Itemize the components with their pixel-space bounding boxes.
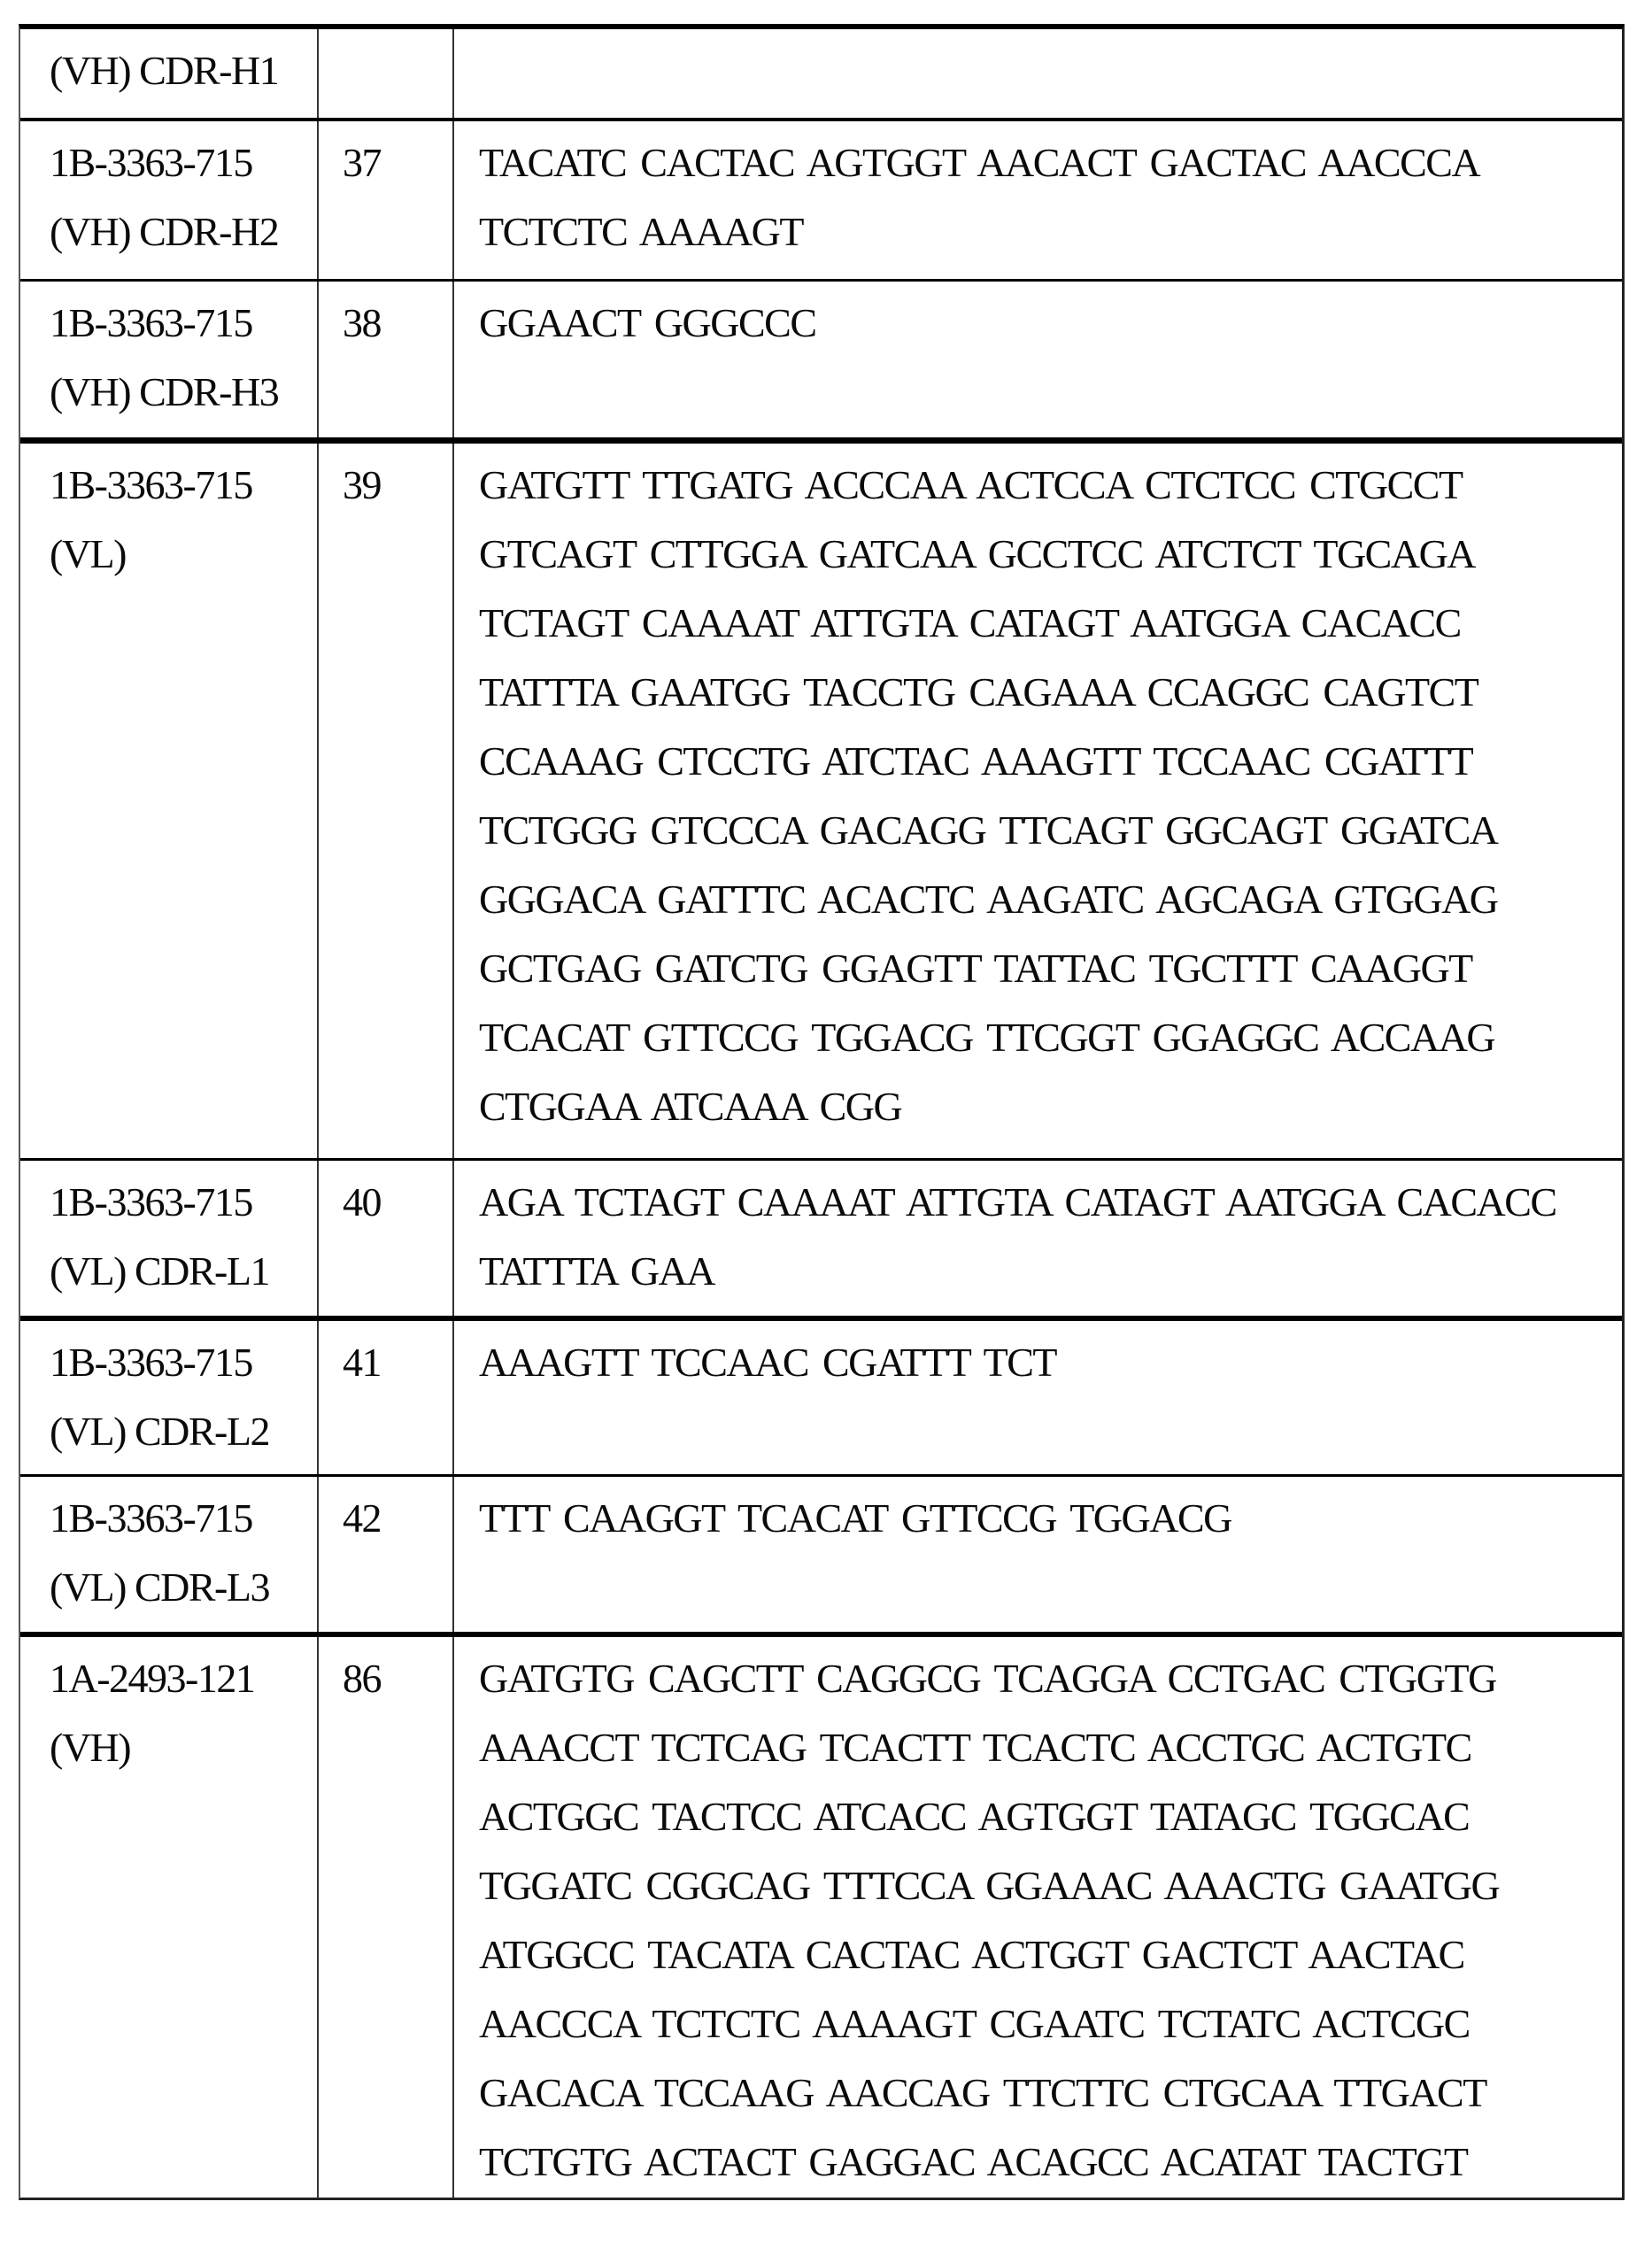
sequence-line: TATTTA GAA	[479, 1248, 714, 1294]
sequence-cell	[454, 1477, 1622, 1632]
sequence-line: GACACA TCCAAG AACCAG TTCTTC CTGCAA TTGACT	[479, 2070, 1486, 2115]
seq-id-cell	[319, 282, 454, 437]
region-line: (VL) CDR-L1	[50, 1248, 269, 1294]
seq-id-cell	[319, 1321, 454, 1474]
sequence-line: GATGTT TTGATG ACCCAA ACTCCA CTCTCC CTGCCT	[479, 462, 1463, 507]
sequence-cell	[454, 1637, 1622, 2198]
region-line: (VH)	[50, 1725, 131, 1770]
seq-id-number: 39	[343, 462, 381, 507]
table-row	[20, 1637, 1622, 2198]
seq-id-number: 38	[343, 300, 381, 345]
sequence-line: TACATC CACTAC AGTGGT AACACT GACTAC AACCCA	[479, 140, 1480, 185]
seq-id-cell	[319, 1637, 454, 2198]
sequence-line: TTT CAAGGT TCACAT GTTCCG TGGACG	[479, 1495, 1231, 1541]
table-row	[20, 444, 1622, 1161]
sequence-line: GTCAGT CTTGGA GATCAA GCCTCC ATCTCT TGCAGA	[479, 531, 1476, 576]
region-cell	[20, 1637, 319, 2198]
sequence-line: GGAACT GGGCCC	[479, 300, 816, 345]
sequence-cell	[454, 1321, 1622, 1474]
seq-id-number: 86	[343, 1656, 381, 1701]
sequence-line: TCACAT GTTCCG TGGACG TTCGGT GGAGGC ACCAAG	[479, 1015, 1495, 1060]
region-line: (VL) CDR-L3	[50, 1564, 269, 1610]
region-line: 1B-3363-715	[50, 1495, 252, 1541]
table-row	[20, 1477, 1622, 1637]
sequence-line: ACTGGC TACTCC ATCACC AGTGGT TATAGC TGGCAC	[479, 1794, 1470, 1839]
sequence-cell	[454, 282, 1622, 437]
region-line: (VL)	[50, 531, 126, 576]
region-line: (VL) CDR-L2	[50, 1409, 269, 1454]
seq-id-number: 41	[343, 1340, 381, 1385]
region-line: 1B-3363-715	[50, 1340, 252, 1385]
region-line: 1B-3363-715	[50, 1179, 252, 1224]
region-cell	[20, 444, 319, 1158]
region-line: 1A-2493-121	[50, 1656, 255, 1701]
region-cell	[20, 1477, 319, 1632]
table-row	[20, 282, 1622, 444]
sequence-line: AAACCT TCTCAG TCACTT TCACTC ACCTGC ACTGTC	[479, 1725, 1471, 1770]
seq-id-cell	[319, 1161, 454, 1316]
seq-id-cell	[319, 1477, 454, 1632]
region-cell	[20, 1161, 319, 1316]
seq-id-cell	[319, 444, 454, 1158]
table-row	[20, 121, 1622, 282]
region-cell	[20, 29, 319, 118]
region-line: 1B-3363-715	[50, 462, 252, 507]
sequence-cell	[454, 29, 1622, 118]
sequence-line: GGGACA GATTTC ACACTC AAGATC AGCAGA GTGGAG	[479, 877, 1498, 922]
seq-id-number: 40	[343, 1179, 381, 1224]
sequence-line: TGGATC CGGCAG TTTCCA GGAAAC AAACTG GAATGG	[479, 1863, 1500, 1908]
region-cell	[20, 1321, 319, 1474]
sequence-line: CTGGAA ATCAAA CGG	[479, 1084, 902, 1129]
table-row	[20, 1161, 1622, 1321]
sequence-line: GCTGAG GATCTG GGAGTT TATTAC TGCTTT CAAGGT	[479, 946, 1472, 991]
region-line: (VH) CDR-H3	[50, 369, 279, 414]
sequence-cell	[454, 121, 1622, 279]
sequence-line: AAAGTT TCCAAC CGATTT TCT	[479, 1340, 1057, 1385]
seq-id-number: 37	[343, 140, 381, 185]
region-line: (VH) CDR-H2	[50, 209, 279, 254]
sequence-cell	[454, 1161, 1622, 1316]
sequence-table	[19, 24, 1625, 2200]
sequence-line: TCTCTC AAAAGT	[479, 209, 803, 254]
region-line: 1B-3363-715	[50, 300, 252, 345]
seq-id-cell	[319, 121, 454, 279]
sequence-line: AACCCA TCTCTC AAAAGT CGAATC TCTATC ACTCGC	[479, 2001, 1470, 2046]
region-line: 1B-3363-715	[50, 140, 252, 185]
seq-id-number: 42	[343, 1495, 381, 1541]
sequence-cell	[454, 444, 1622, 1158]
table-row	[20, 29, 1622, 121]
sequence-line: AGA TCTAGT CAAAAT ATTGTA CATAGT AATGGA CACACC	[479, 1179, 1556, 1224]
sequence-line: GATGTG CAGCTT CAGGCG TCAGGA CCTGAC CTGGTG	[479, 1656, 1496, 1701]
sequence-line: TCTAGT CAAAAT ATTGTA CATAGT AATGGA CACACC	[479, 600, 1461, 645]
sequence-line: TATTTA GAATGG TACCTG CAGAAA CCAGGC CAGTCT	[479, 669, 1478, 715]
region-cell	[20, 282, 319, 437]
sequence-line: TCTGTG ACTACT GAGGAC ACAGCC ACATAT TACTGT	[479, 2139, 1468, 2184]
seq-id-cell	[319, 29, 454, 118]
sequence-line: CCAAAG CTCCTG ATCTAC AAAGTT TCCAAC CGATTT	[479, 738, 1473, 784]
region-line: (VH) CDR-H1	[50, 48, 279, 93]
sequence-line: ATGGCC TACATA CACTAC ACTGGT GACTCT AACTAC	[479, 1932, 1464, 1977]
sequence-line: TCTGGG GTCCCA GACAGG TTCAGT GGCAGT GGATCA	[479, 807, 1498, 853]
region-cell	[20, 121, 319, 279]
table-row	[20, 1321, 1622, 1477]
